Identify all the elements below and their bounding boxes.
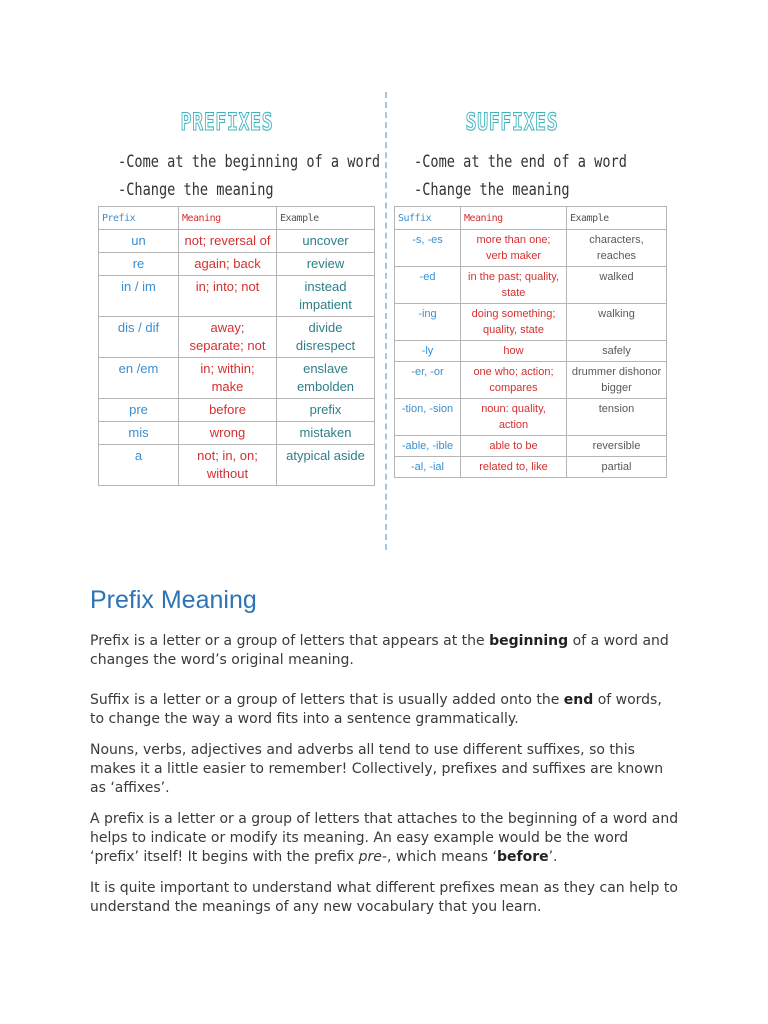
paragraph-affixes: Nouns, verbs, adjectives and adverbs all tend to use different suffixes, so this makes it a little easier to remember! Collectively, prefixes and suffixes are known as ‘affixes’. [90, 742, 664, 796]
affix-cell: un [99, 230, 179, 253]
prefixes-title: PREFIXES [180, 108, 274, 136]
table-row [99, 445, 375, 486]
table-row [99, 399, 375, 422]
affix-cell: en /em [99, 358, 179, 399]
example-cell: divide disrespect [277, 317, 375, 358]
meaning-cell: more than one; verb maker [461, 230, 567, 267]
example-cell: review [277, 253, 375, 276]
table-row [99, 358, 375, 399]
prefix-header: Prefix [99, 207, 179, 230]
example-cell: enslave embolden [277, 358, 375, 399]
meaning-cell: able to be [461, 436, 567, 457]
affix-cell: a [99, 445, 179, 486]
affix-cell: -able, -ible [395, 436, 461, 457]
affix-cell: -tion, -sion [395, 399, 461, 436]
meaning-cell: noun: quality, action [461, 399, 567, 436]
affix-cell: mis [99, 422, 179, 445]
meaning-header: Meaning [461, 207, 567, 230]
example-cell: uncover [277, 230, 375, 253]
table-row [395, 362, 667, 399]
suffixes-table [394, 206, 667, 478]
meaning-cell: in; within; make [179, 358, 277, 399]
affix-cell: re [99, 253, 179, 276]
example-cell: atypical aside [277, 445, 375, 486]
meaning-cell: doing something; quality, state [461, 304, 567, 341]
paragraph-prefix-definition: Prefix is a letter or a group of letters that appears at the beginning of a word and changes the word’s original meaning. [90, 633, 669, 668]
meaning-cell: wrong [179, 422, 277, 445]
meaning-cell: in; into; not [179, 276, 277, 317]
meaning-cell: again; back [179, 253, 277, 276]
table-row [99, 422, 375, 445]
affix-cell: -er, -or [395, 362, 461, 399]
meaning-cell: away; separate; not [179, 317, 277, 358]
table-row [395, 341, 667, 362]
article-heading: Prefix Meaning [90, 586, 257, 614]
example-cell: prefix [277, 399, 375, 422]
prefixes-point-2: -Change the meaning [118, 180, 274, 200]
example-cell: mistaken [277, 422, 375, 445]
table-row [395, 230, 667, 267]
paragraph-importance: It is quite important to understand what different prefixes mean as they can help to understand the meanings of any new vocabulary that you learn. [90, 880, 678, 915]
affix-cell: in / im [99, 276, 179, 317]
example-cell: instead impatient [277, 276, 375, 317]
example-cell: walked [567, 267, 667, 304]
table-row [99, 253, 375, 276]
article [90, 584, 680, 929]
meaning-cell: not; reversal of [179, 230, 277, 253]
meaning-cell: how [461, 341, 567, 362]
example-header: Example [567, 207, 667, 230]
example-cell: safely [567, 341, 667, 362]
suffixes-point-2: -Change the meaning [414, 180, 570, 200]
affix-cell: pre [99, 399, 179, 422]
affix-infographic [90, 88, 680, 550]
meaning-header: Meaning [179, 207, 277, 230]
example-cell: drummer dishonor bigger [567, 362, 667, 399]
affix-cell: -al, -ial [395, 457, 461, 478]
meaning-cell: before [179, 399, 277, 422]
example-cell: characters, reaches [567, 230, 667, 267]
meaning-cell: related to, like [461, 457, 567, 478]
table-row [395, 267, 667, 304]
affix-cell: -ly [395, 341, 461, 362]
prefixes-point-1: -Come at the beginning of a word [118, 152, 381, 172]
example-cell: partial [567, 457, 667, 478]
table-row [395, 457, 667, 478]
table-row [395, 399, 667, 436]
suffix-header: Suffix [395, 207, 461, 230]
affix-cell: -ed [395, 267, 461, 304]
prefixes-table [98, 206, 375, 486]
paragraph-suffix-definition: Suffix is a letter or a group of letters that is usually added onto the end of words, to change the way a word fits into a sentence grammatically. [90, 692, 662, 727]
table-row [99, 230, 375, 253]
suffixes-point-1: -Come at the end of a word [414, 152, 627, 172]
example-cell: tension [567, 399, 667, 436]
dashed-divider [385, 92, 387, 550]
affix-cell: -s, -es [395, 230, 461, 267]
affix-cell: dis / dif [99, 317, 179, 358]
table-row [99, 317, 375, 358]
example-header: Example [277, 207, 375, 230]
example-cell: reversible [567, 436, 667, 457]
meaning-cell: one who; action; compares [461, 362, 567, 399]
paragraph-prefix-example: A prefix is a letter or a group of letters that attaches to the beginning of a word and helps to indicate or modify its meaning. An easy example would be the word ‘prefix’ itself! It begins with the prefix pre-, which means ‘before’. [90, 811, 679, 865]
meaning-cell: in the past; quality, state [461, 267, 567, 304]
example-cell: walking [567, 304, 667, 341]
affix-cell: -ing [395, 304, 461, 341]
table-row [395, 304, 667, 341]
suffixes-title: SUFFIXES [465, 108, 559, 136]
meaning-cell: not; in, on; without [179, 445, 277, 486]
table-row [99, 276, 375, 317]
table-row [395, 436, 667, 457]
